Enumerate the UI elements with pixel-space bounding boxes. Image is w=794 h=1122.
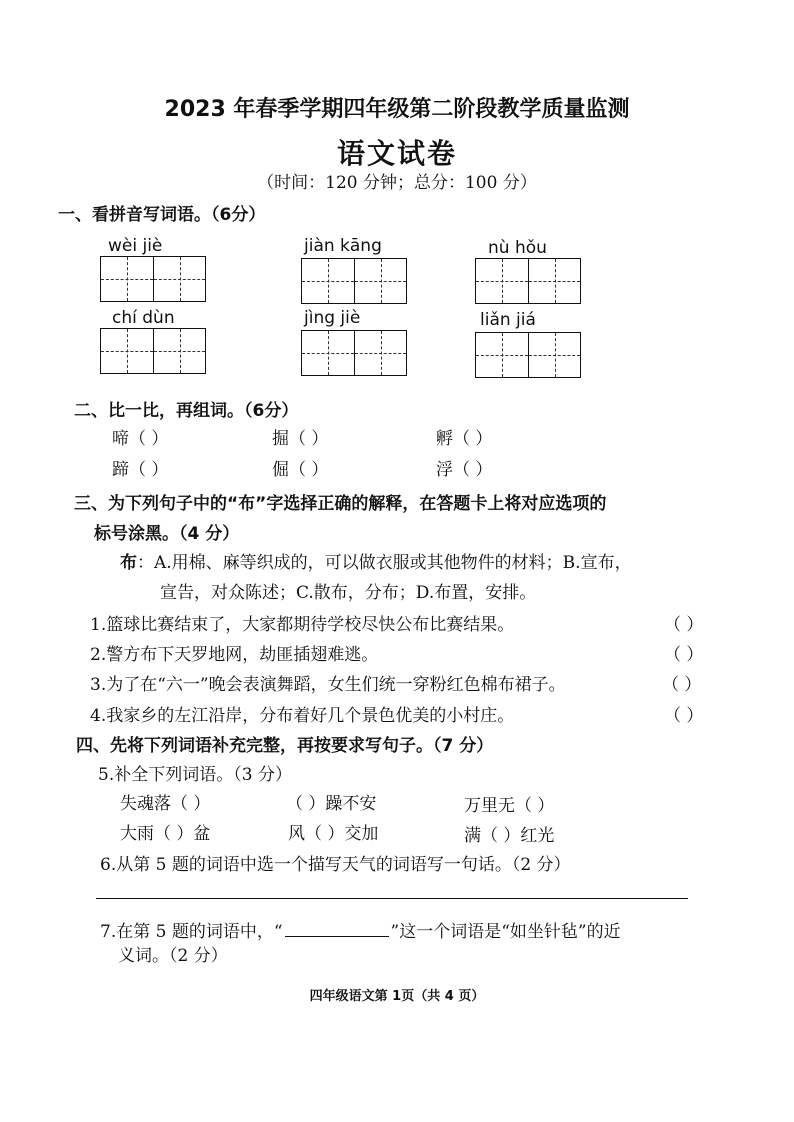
char-grid-3[interactable] [475,258,581,304]
definition-line [120,548,632,573]
question-text: 3.为了在“六一”晚会表演舞蹈，女生们统一穿粉红色棉布裙子。 [90,675,566,695]
compare-item: 啼（ ） [112,429,169,449]
section4-heading: 四、先将下列词语补充完整，再按要求写句子。（7 分） [76,736,494,756]
answer-paren[interactable]: （ ） [664,615,704,635]
idiom-item: 失魂落（ ） [120,794,211,814]
pinyin-label: liǎn jiá [480,310,536,330]
compare-item: 浮（ ） [436,460,493,480]
question-7-cont: 义词。（2 分） [118,946,228,966]
char-grid-6[interactable] [475,332,581,378]
question-6: 6.从第 5 题的词语中选一个描写天气的词语写一句话。（2 分） [100,855,571,875]
question-text: 4.我家乡的左江沿岸，分布着好几个景色优美的小村庄。 [90,706,515,726]
idiom-item: 万里无（ ） [464,796,555,816]
exam-meta: （时间：120 分钟；总分：100 分） [257,173,537,193]
subject-title: 语文试卷 [336,137,457,170]
question-text: 1.篮球比赛结束了，大家都期待学校尽快公布比赛结果。 [90,615,515,635]
pinyin-label: wèi jiè [108,236,163,256]
compare-item: 蹄（ ） [112,460,169,480]
exam-title: 2023 年春季学期四年级第二阶段教学质量监测 [164,97,630,122]
question-7 [100,917,621,942]
idiom-item: 风（ ）交加 [288,824,379,844]
char-grid-4[interactable] [100,328,206,374]
pinyin-label: nù hǒu [488,238,547,258]
page-footer: 四年级语文第 1页（共 4 页） [309,989,485,1004]
question-5: 5.补全下列词语。（3 分） [98,765,292,785]
definition-label: 布 [120,553,137,573]
pinyin-label: jiàn kāng [304,236,382,256]
section3-heading-cont: 标号涂黑。（4 分） [94,524,240,544]
char-grid-5[interactable] [301,330,407,376]
question-text: 2.警方布下天罗地网，劫匪插翅难逃。 [90,645,379,665]
compare-item: 倔（ ） [272,460,329,480]
question-7-text-b: ”这一个词语是“如坐针毡”的近 [390,922,621,942]
definition-line-2: 宣告，对众陈述；C.散布，分布；D.布置，安排。 [160,583,537,603]
pinyin-label: chí dùn [112,308,175,328]
section1-heading: 一、看拼音写词语。（6分） [58,205,266,225]
char-grid-2[interactable] [301,258,407,304]
section2-heading: 二、比一比，再组词。（6分） [74,401,299,421]
answer-paren[interactable]: （ ） [664,645,704,665]
compare-item: 掘（ ） [272,429,329,449]
pinyin-label: jìng jiè [304,308,361,328]
question-7-blank[interactable] [285,936,389,937]
question-7-text-a: 7.在第 5 题的词语中，“ [100,922,283,942]
answer-paren[interactable]: （ ） [664,706,704,726]
definition-text: ：A.用棉、麻等织成的，可以做衣服或其他物件的材料；B.宣布， [137,553,632,573]
answer-paren[interactable]: （ ） [662,675,702,695]
compare-item: 孵（ ） [436,429,493,449]
answer-writing-line[interactable] [96,898,688,899]
idiom-item: （ ）躁不安 [286,794,377,814]
section3-heading: 三、为下列句子中的“布”字选择正确的解释，在答题卡上将对应选项的 [74,494,607,514]
char-grid-1[interactable] [100,256,206,302]
idiom-item: 大雨（ ）盆 [120,824,211,844]
idiom-item: 满（ ）红光 [464,826,555,846]
